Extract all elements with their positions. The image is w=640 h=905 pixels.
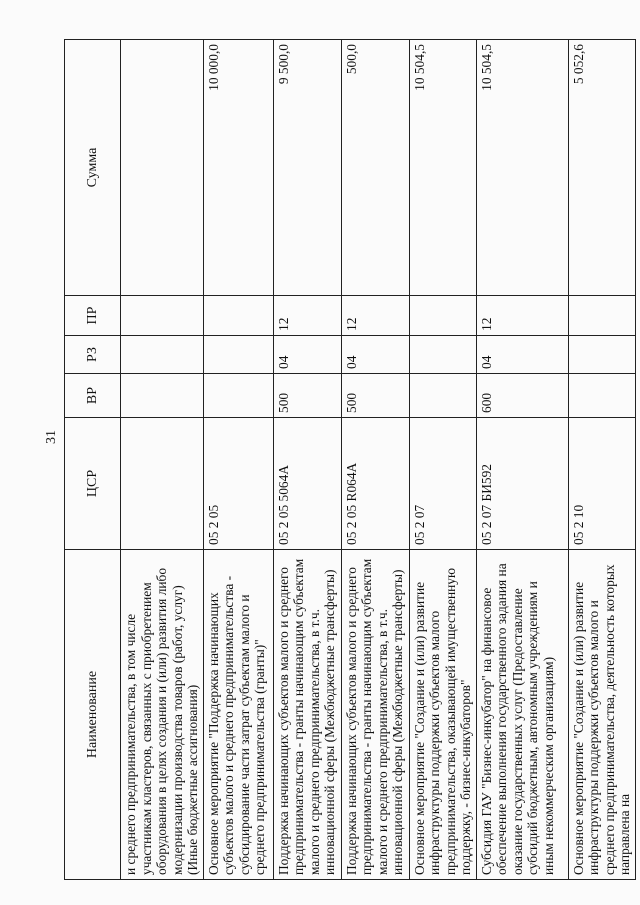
cell-pr (121, 296, 204, 336)
cell-csr (121, 418, 204, 550)
header-vr: ВР (65, 374, 121, 418)
cell-pr (409, 296, 476, 336)
cell-name: Основное мероприятие "Поддержка начинающих субъектов малого и среднего предпринимательства - субсидирование части затрат субъектам малого и среднего предпринимательства (гранты)" (203, 550, 273, 880)
cell-csr: 05 2 05 R064А (341, 418, 409, 550)
table-row (121, 40, 204, 880)
cell-name: Субсидия ГАУ "Бизнес-инкубатор" на финансовое обеспечение выполнения государственного задания на оказание государственных услуг (Предоставление субсидий бюджетным, автономным учреждениям и иным некоммерческим организациям) (476, 550, 568, 880)
header-csr: ЦСР (65, 418, 121, 550)
table-row (273, 40, 341, 880)
cell-vr (203, 374, 273, 418)
header-sum: Сумма (65, 40, 121, 296)
cell-rz (568, 336, 635, 374)
cell-name: и среднего предпринимательства, в том числе участникам кластеров, связанных с приобретением оборудования в целях создания и (или) развития либо модернизации производства товаров (работ, услуг) (Иные бюджетные ассигнования) (121, 550, 204, 880)
cell-name: Основное мероприятие "Создание и (или) развитие инфраструктуры поддержки субъектов малого предпринимательства, оказывающей имущественную поддержку, - бизнес-инкубаторов" (409, 550, 476, 880)
cell-pr (568, 296, 635, 336)
table-row (409, 40, 476, 880)
cell-sum: 10 000,0 (203, 40, 273, 296)
cell-sum: 5 052,6 (568, 40, 635, 296)
table-row (341, 40, 409, 880)
header-pr: ПР (65, 296, 121, 336)
cell-pr: 12 (476, 296, 568, 336)
cell-pr: 12 (341, 296, 409, 336)
cell-csr: 05 2 10 (568, 418, 635, 550)
header-rz: РЗ (65, 336, 121, 374)
cell-vr (409, 374, 476, 418)
cell-sum: 9 500,0 (273, 40, 341, 296)
cell-csr: 05 2 05 5064А (273, 418, 341, 550)
cell-csr: 05 2 05 (203, 418, 273, 550)
cell-rz (121, 336, 204, 374)
cell-csr: 05 2 07 БИ592 (476, 418, 568, 550)
cell-csr: 05 2 07 (409, 418, 476, 550)
table-row (476, 40, 568, 880)
cell-pr: 12 (273, 296, 341, 336)
table-row (203, 40, 273, 880)
cell-vr (121, 374, 204, 418)
cell-sum: 10 504,5 (476, 40, 568, 296)
cell-vr: 500 (341, 374, 409, 418)
header-name: Наименование (65, 550, 121, 880)
budget-table (64, 39, 636, 880)
cell-rz: 04 (341, 336, 409, 374)
cell-sum: 500,0 (341, 40, 409, 296)
cell-vr: 500 (273, 374, 341, 418)
cell-pr (203, 296, 273, 336)
cell-rz (409, 336, 476, 374)
table-header-row (65, 40, 121, 880)
table-row (568, 40, 635, 880)
cell-vr (568, 374, 635, 418)
cell-name: Поддержка начинающих субъектов малого и среднего предпринимательства - гранты начинающим субъектам малого и среднего предпринимательства, в т.ч. инновационной сферы (Межбюджетные трансферты) (273, 550, 341, 880)
cell-vr: 600 (476, 374, 568, 418)
cell-sum: 10 504,5 (409, 40, 476, 296)
cell-rz: 04 (476, 336, 568, 374)
cell-name: Основное мероприятие "Создание и (или) развитие инфраструктуры поддержки субъектов малого и среднего предпринимательства, деятельность которых направлена на (568, 550, 635, 880)
rotated-sheet (64, 40, 632, 880)
cell-name: Поддержка начинающих субъектов малого и среднего предпринимательства - гранты начинающим субъектам малого и среднего предпринимательства, в т.ч. инновационной сферы (Межбюджетные трансферты) (341, 550, 409, 880)
page-number: 31 (44, 430, 59, 444)
cell-rz: 04 (273, 336, 341, 374)
cell-sum (121, 40, 204, 296)
cell-rz (203, 336, 273, 374)
